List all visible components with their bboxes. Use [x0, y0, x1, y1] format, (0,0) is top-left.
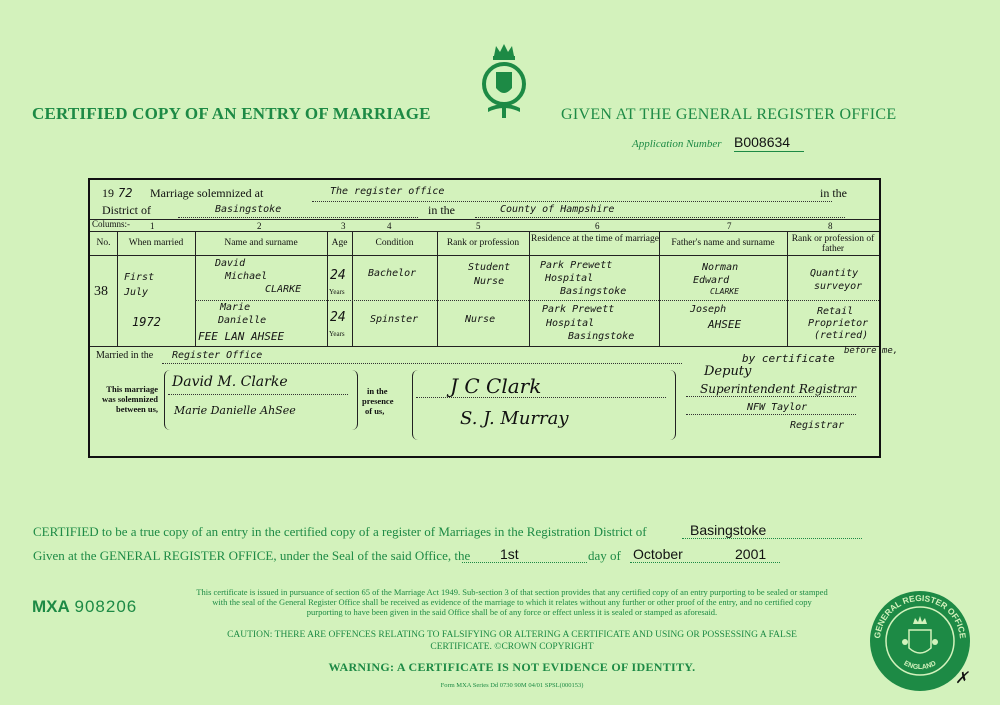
day-of-label: day of: [588, 548, 621, 563]
application-number: B008634: [734, 134, 791, 150]
handwritten-mark: ✗: [955, 668, 969, 687]
col-number-1: 1: [150, 221, 155, 231]
col-header-father: Father's name and surname: [671, 238, 775, 248]
bride-signature: Marie Danielle AhSee: [174, 404, 296, 417]
presence-label-1: in the: [367, 386, 388, 396]
legal-notice: This certificate is issued in pursuance of section 65 of the Marriage Act 1949. Sub-section 3 of that section provides that any certified copy of an entry purporting to be sealed or stamped with the seal of the General Register Office shall be received as evidence of the marriage to which it relates without any further or other proof of the entry, and no certified copy purporting to have been given in the said Office shall be of any force or effect unless it is sealed or stamped as aforesaid.: [196, 587, 828, 617]
header-row-bottom: [90, 255, 879, 256]
col-header-condition: Condition: [375, 238, 414, 248]
column-number-row-top: [90, 219, 879, 220]
bride-father-rank-3: (retired): [814, 330, 869, 341]
col-divider: [529, 231, 530, 346]
col-number-5: 5: [476, 221, 481, 231]
presence-label-3: of us,: [365, 406, 385, 416]
groom-residence-2: Hospital: [545, 273, 594, 284]
officiant-title: Superintendent Registrar: [700, 382, 857, 396]
entry-rows-bottom: [90, 346, 879, 347]
serial-prefix: MXA: [32, 597, 70, 616]
in-the-label: in the: [820, 186, 847, 200]
seal-top-text: GENERAL REGISTER OFFICE: [872, 592, 968, 640]
col-header-name: Name and surname: [224, 238, 298, 248]
certified-year: 2001: [735, 546, 767, 562]
when-married-month: July: [124, 287, 149, 298]
district-label: District of: [102, 203, 151, 217]
col-number-2: 2: [257, 221, 262, 231]
bride-residence-3: Basingstoke: [568, 331, 635, 342]
married-in-line: [162, 363, 682, 364]
groom-first-name: David: [215, 258, 246, 269]
caution-notice: CAUTION: THERE ARE OFFENCES RELATING TO FALSIFYING OR ALTERING A CERTIFICATE AND USING OR POSSESSING A FALSE CERTIFICATE. ©CROWN COPYRIGHT: [227, 630, 797, 652]
bride-age-unit: Years: [329, 330, 345, 338]
col-number-8: 8: [828, 221, 833, 231]
solemnized-label-2: was solemnized: [102, 394, 158, 404]
officiant-line: [686, 396, 856, 397]
given-at-line-text: Given at the GENERAL REGISTER OFFICE, under the Seal of the said Office, the: [33, 548, 471, 563]
presence-label-2: presence: [362, 396, 394, 406]
year-suffix: 72: [118, 186, 133, 200]
col-number-3: 3: [341, 221, 346, 231]
groom-condition: Bachelor: [368, 268, 417, 279]
county-line: [475, 217, 845, 218]
seal-bottom-text: ENGLAND: [902, 660, 938, 672]
col-header-residence: Residence at the time of marriage: [531, 234, 659, 244]
registrar-line: [686, 414, 856, 415]
certified-district-line: [682, 538, 862, 539]
bride-first-name: Marie: [220, 302, 251, 313]
groom-bride-divider: [195, 300, 879, 301]
document-title: CERTIFIED COPY OF AN ENTRY OF MARRIAGE: [32, 104, 431, 123]
col-header-when-married: When married: [128, 238, 184, 248]
certified-line-text: CERTIFIED to be a true copy of an entry in the certified copy of a register of Marriages in the Registration District of: [33, 524, 647, 539]
bride-father-rank-2: Proprietor: [808, 318, 869, 329]
groom-signature: David M. Clarke: [172, 374, 288, 390]
bride-age: 24: [330, 310, 346, 325]
col-divider: [117, 231, 118, 346]
certified-district: Basingstoke: [690, 522, 767, 538]
issuing-office-title: GIVEN AT THE GENERAL REGISTER OFFICE: [561, 106, 897, 123]
registrar-title: Registrar: [790, 420, 845, 431]
groom-residence-1: Park Prewett: [540, 260, 613, 271]
serial-number: [32, 597, 137, 617]
marriage-entry-table: [88, 178, 899, 458]
col-divider: [195, 231, 196, 346]
marriage-place: The register office: [330, 186, 445, 197]
serial-digits: 908206: [74, 597, 138, 616]
married-in-label: Married in the: [96, 350, 154, 361]
groom-surname: CLARKE: [265, 284, 302, 295]
col-header-rank: Rank or profession: [446, 238, 520, 248]
witness-1-signature: J C Clark: [450, 374, 542, 398]
by-certificate: by certificate: [742, 352, 835, 365]
marriage-place-line: [312, 201, 832, 202]
application-number-label: Application Number: [632, 138, 722, 150]
officiant-signature: Deputy: [704, 364, 752, 379]
col-divider: [659, 231, 660, 346]
when-married-year: 1972: [132, 315, 161, 329]
col-number-7: 7: [727, 221, 732, 231]
bride-residence-2: Hospital: [546, 318, 595, 329]
groom-age-unit: Years: [329, 288, 345, 296]
bride-middle-name: Danielle: [218, 315, 267, 326]
certified-day: 1st: [500, 546, 519, 562]
groom-father-middle-name: Edward: [693, 275, 730, 286]
col-header-no: No.: [96, 238, 111, 248]
groom-father-rank-1: Quantity: [810, 268, 859, 279]
groom-residence-3: Basingstoke: [560, 286, 627, 297]
bride-father-surname: AHSEE: [708, 318, 742, 331]
bride-father-rank-1: Retail: [817, 306, 854, 317]
groom-father-rank-2: surveyor: [814, 281, 863, 292]
groom-signature-line: [168, 394, 348, 395]
in-the-label-2: in the: [428, 203, 455, 217]
district-value: Basingstoke: [215, 204, 282, 215]
col-number-4: 4: [387, 221, 392, 231]
bride-residence-1: Park Prewett: [542, 304, 615, 315]
married-in-value: Register Office: [172, 350, 263, 361]
solemnized-label-3: between us,: [115, 404, 158, 414]
header-row-top: [90, 231, 879, 232]
col-divider: [787, 231, 788, 346]
col-divider: [352, 231, 353, 346]
groom-rank-1: Student: [468, 262, 511, 273]
certified-day-line: [462, 562, 587, 563]
groom-middle-name: Michael: [225, 271, 268, 282]
bride-father-first-name: Joseph: [690, 304, 727, 315]
groom-age: 24: [330, 268, 346, 283]
solemnized-label-1: This marriage: [106, 384, 158, 394]
marriage-solemnized-label: Marriage solemnized at: [150, 186, 264, 200]
witness-1-line: [416, 397, 666, 398]
year-prefix: 19: [102, 186, 114, 200]
bride-condition: Spinster: [370, 314, 419, 325]
before-me: before me,: [844, 346, 899, 356]
form-reference: Form MXA Series Dd 0730 90M 04/01 SPSL(000153): [440, 682, 584, 689]
certified-month-line: [630, 562, 780, 563]
county-value: County of Hampshire: [500, 204, 615, 215]
witness-2-signature: S. J. Murray: [460, 408, 569, 429]
bride-surname: FEE LAN AHSEE: [198, 330, 285, 343]
district-line: [178, 217, 418, 218]
col-number-6: 6: [595, 221, 600, 231]
application-number-underline: [734, 151, 804, 152]
col-header-father-rank: Rank or profession of father: [791, 234, 875, 254]
groom-rank-2: Nurse: [474, 276, 505, 287]
entry-number: 38: [94, 284, 108, 299]
groom-father-first-name: Norman: [702, 262, 739, 273]
warning-notice: WARNING: A CERTIFICATE IS NOT EVIDENCE OF IDENTITY.: [328, 660, 696, 674]
when-married-day: First: [124, 272, 155, 283]
registrar-name: NFW Taylor: [747, 402, 808, 413]
col-divider: [437, 231, 438, 346]
certified-month: October: [633, 546, 683, 562]
bride-rank: Nurse: [465, 314, 496, 325]
groom-father-surname: CLARKE: [710, 287, 739, 296]
columns-label: Columns:-: [92, 219, 131, 229]
royal-crest-icon: [476, 42, 532, 122]
col-divider: [327, 231, 328, 346]
col-header-age: Age: [331, 238, 348, 248]
